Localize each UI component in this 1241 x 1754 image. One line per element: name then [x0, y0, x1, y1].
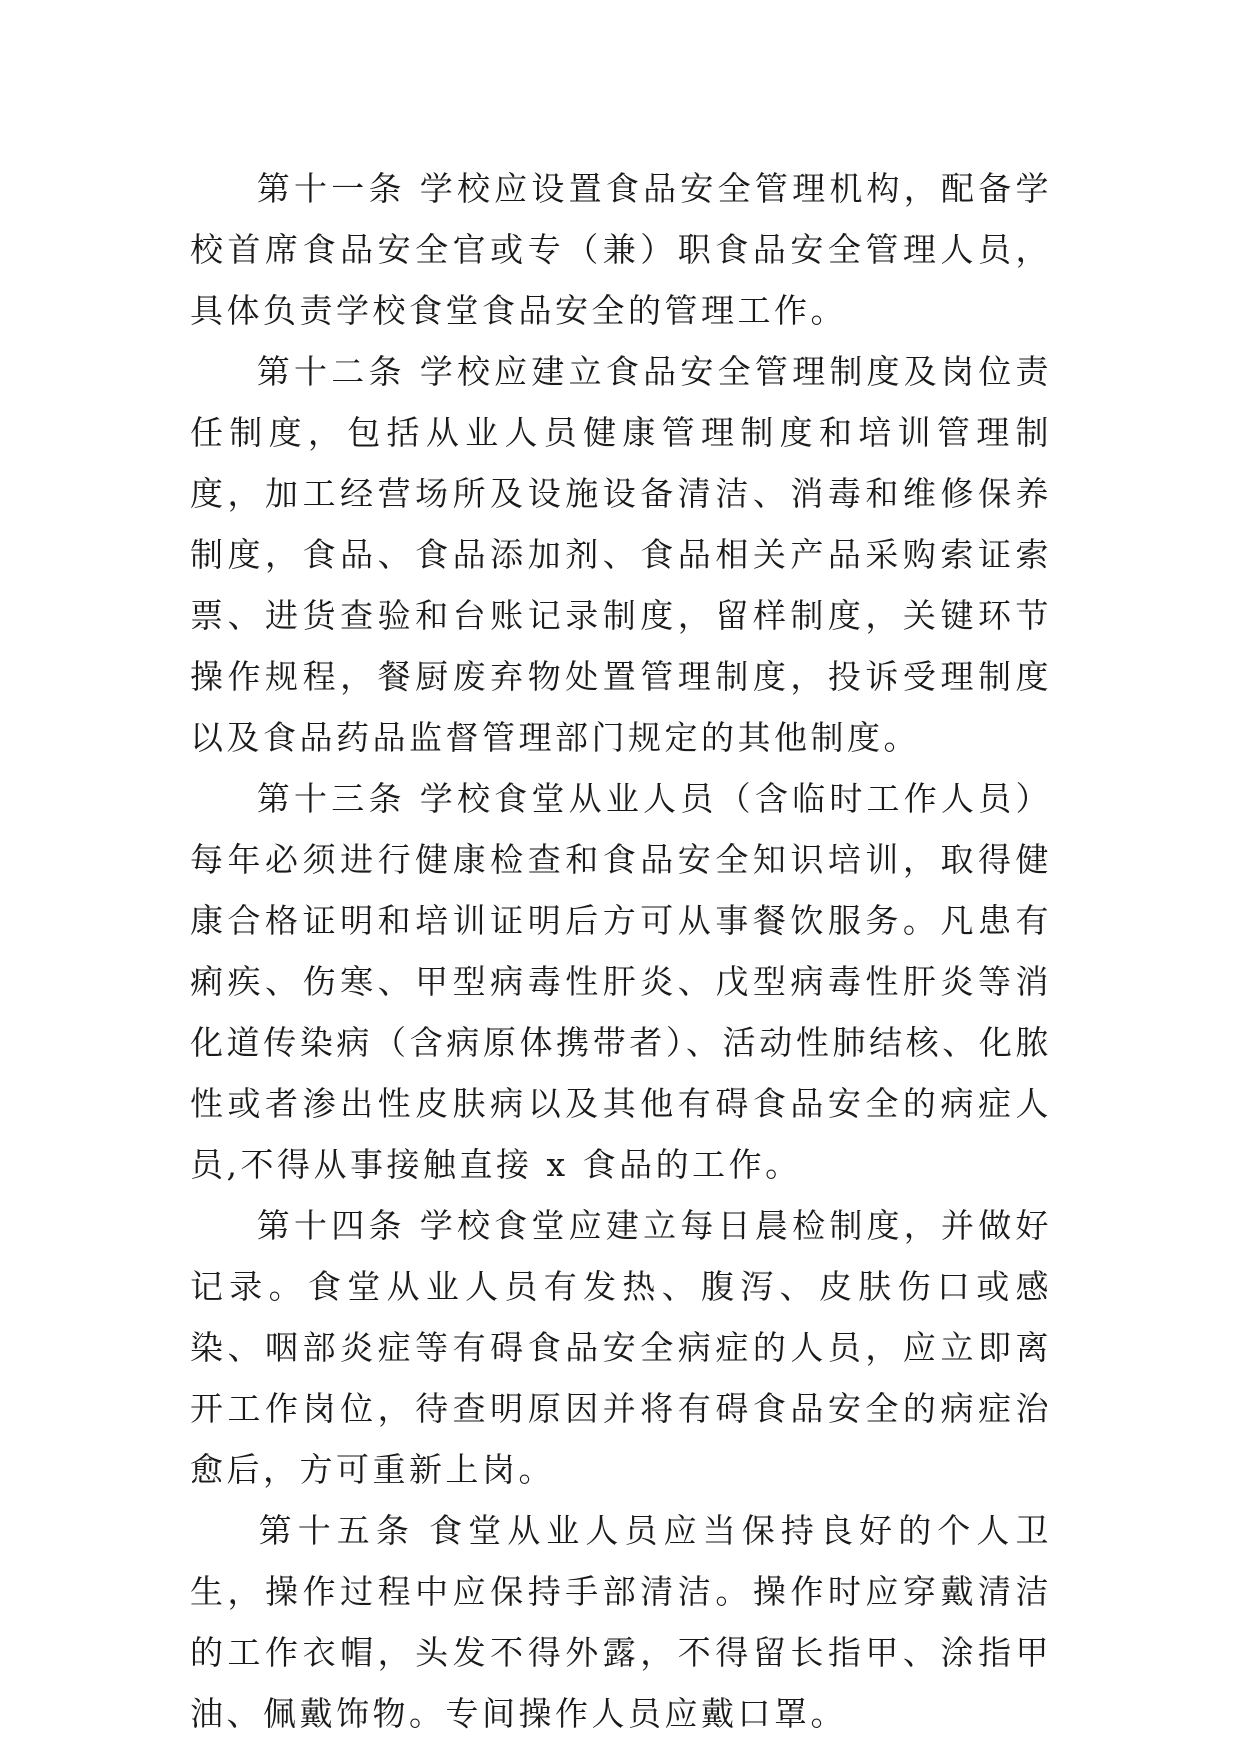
- article-15: [190, 1500, 1052, 1744]
- article-heading: 第十一条: [256, 169, 406, 208]
- document-page: [190, 158, 1052, 1744]
- article-13: [190, 768, 1052, 1195]
- article-text: 学校食堂应建立每日晨检制度，并做好记录。食堂从业人员有发热、腹泻、皮肤伤口或感染、咽部炎症等有碍食品安全病症的人员，应立即离开工作岗位，待查明原因并将有碍食品安全的病症治愈后，方可重新上岗。: [190, 1206, 1053, 1489]
- article-11: [190, 158, 1052, 341]
- article-heading: 第十四条: [256, 1206, 406, 1245]
- article-14: [190, 1195, 1052, 1500]
- article-heading: 第十五条: [256, 1511, 415, 1550]
- article-12: [190, 341, 1052, 768]
- article-text: 学校应设置食品安全管理机构，配备学校首席食品安全官或专（兼）职食品安全管理人员，具体负责学校食堂食品安全的管理工作。: [190, 169, 1053, 330]
- article-text: 食堂从业人员应当保持良好的个人卫生，操作过程中应保持手部清洁。操作时应穿戴清洁的工作衣帽，头发不得外露，不得留长指甲、涂指甲油、佩戴饰物。专间操作人员应戴口罩。: [190, 1511, 1053, 1733]
- article-text: 学校应建立食品安全管理制度及岗位责任制度，包括从业人员健康管理制度和培训管理制度，加工经营场所及设施设备清洁、消毒和维修保养制度，食品、食品添加剂、食品相关产品采购索证索票、进货查验和台账记录制度，留样制度，关键环节操作规程，餐厨废弃物处置管理制度，投诉受理制度以及食品药品监督管理部门规定的其他制度。: [190, 352, 1053, 757]
- article-text: 学校食堂从业人员（含临时工作人员）每年必须进行健康检查和食品安全知识培训，取得健康合格证明和培训证明后方可从事餐饮服务。凡患有痢疾、伤寒、甲型病毒性肝炎、戊型病毒性肝炎等消化道传染病（含病原体携带者）、活动性肺结核、化脓性或者渗出性皮肤病以及其他有碍食品安全的病症人员,不得从事接触直接 x 食品的工作。: [190, 779, 1053, 1184]
- article-heading: 第十三条: [256, 779, 406, 818]
- article-heading: 第十二条: [256, 352, 406, 391]
